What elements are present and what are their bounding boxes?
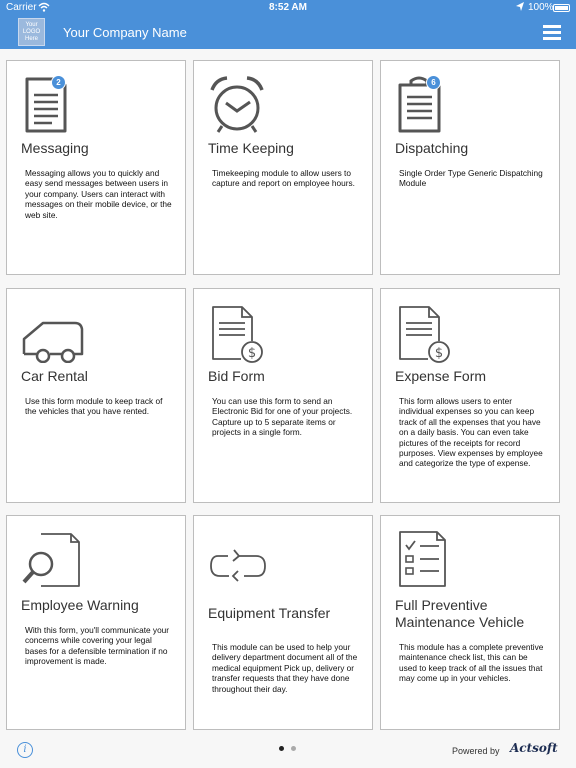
module-description: This module can be used to help your delivery department document all of the medical equipment Pick up, delivery or transfer requests that they have done throughout their day.: [212, 642, 358, 694]
status-bar: [0, 0, 576, 16]
document-search-icon: [21, 528, 83, 590]
module-card-messaging[interactable]: [6, 60, 186, 275]
module-card-equipment-transfer[interactable]: [193, 515, 373, 730]
module-title: Employee Warning: [21, 597, 139, 613]
carrier-label: Carrier: [6, 2, 37, 13]
footer: [0, 734, 576, 768]
checklist-icon: [395, 528, 457, 590]
company-name: Your Company Name: [63, 25, 187, 40]
module-card-employee-warning[interactable]: [6, 515, 186, 730]
page-indicator-dot-active[interactable]: [279, 746, 284, 751]
module-card-full-preventive-maintenance[interactable]: [380, 515, 560, 730]
clipboard-icon: [395, 73, 455, 135]
module-title: Dispatching: [395, 140, 469, 156]
company-logo: Your LOGO Here: [18, 18, 45, 46]
module-card-car-rental[interactable]: [6, 288, 186, 503]
powered-by-label: Powered by: [452, 746, 500, 756]
dispatching-badge: 6: [426, 75, 441, 90]
module-title: Equipment Transfer: [208, 605, 331, 621]
module-title: Car Rental: [21, 368, 88, 384]
module-description: With this form, you'll communicate your concerns while covering your legal bases for a defensible termination if no improvement is made.: [25, 625, 170, 667]
module-card-bid-form[interactable]: [193, 288, 373, 503]
battery-percent: 100%: [528, 2, 554, 13]
messaging-badge: 2: [51, 75, 66, 90]
module-description: This form allows users to enter individual expenses so you can keep track of all the expenses that you have on a daily basis. You can even take pictures of the receipts for record purposes. View expenses by employee and categorize the type of expense.: [399, 396, 543, 469]
svg-text:$: $: [247, 346, 257, 361]
module-card-expense-form[interactable]: [380, 288, 560, 503]
module-description: Single Order Type Generic Dispatching Module: [399, 168, 543, 189]
transfer-arrows-icon: [208, 528, 270, 590]
info-icon[interactable]: i: [17, 742, 33, 758]
location-arrow-icon: [515, 1, 525, 13]
module-title: Bid Form: [208, 368, 265, 384]
module-title: Full Preventive Maintenance Vehicle: [395, 597, 525, 630]
car-icon: [21, 301, 87, 363]
actsoft-logo: Actsoft: [510, 741, 558, 755]
document-dollar-icon: [395, 301, 457, 363]
module-grid: [0, 49, 576, 734]
module-title: Time Keeping: [208, 140, 294, 156]
module-title: Messaging: [21, 140, 89, 156]
module-description: Messaging allows you to quickly and easy send messages between users in your company. Users can interact with messages on their mobile device, or the web site.: [25, 168, 172, 220]
module-card-time-keeping[interactable]: [193, 60, 373, 275]
battery-icon: [553, 4, 570, 12]
page-indicator-dot[interactable]: [291, 746, 296, 751]
status-time: 8:52 AM: [269, 2, 307, 13]
module-description: This module has a complete preventive maintenance check list, this can be used to keep track of all the issues that may come up in your vehicles.: [399, 642, 544, 684]
module-card-dispatching[interactable]: [380, 60, 560, 275]
document-dollar-icon: [208, 301, 270, 363]
module-title: Expense Form: [395, 368, 487, 384]
hamburger-menu-icon[interactable]: [543, 24, 561, 40]
module-description: Use this form module to keep track of the vehicles that you have rented.: [25, 396, 163, 417]
module-description: Timekeeping module to allow users to capture and report on employee hours.: [212, 168, 355, 189]
alarm-clock-icon: [208, 73, 268, 135]
module-description: You can use this form to send an Electronic Bid for one of your projects. Capture up to 5 separate items or projects in a single form.: [212, 396, 353, 438]
svg-text:$: $: [434, 346, 444, 361]
app-header: [0, 16, 576, 49]
